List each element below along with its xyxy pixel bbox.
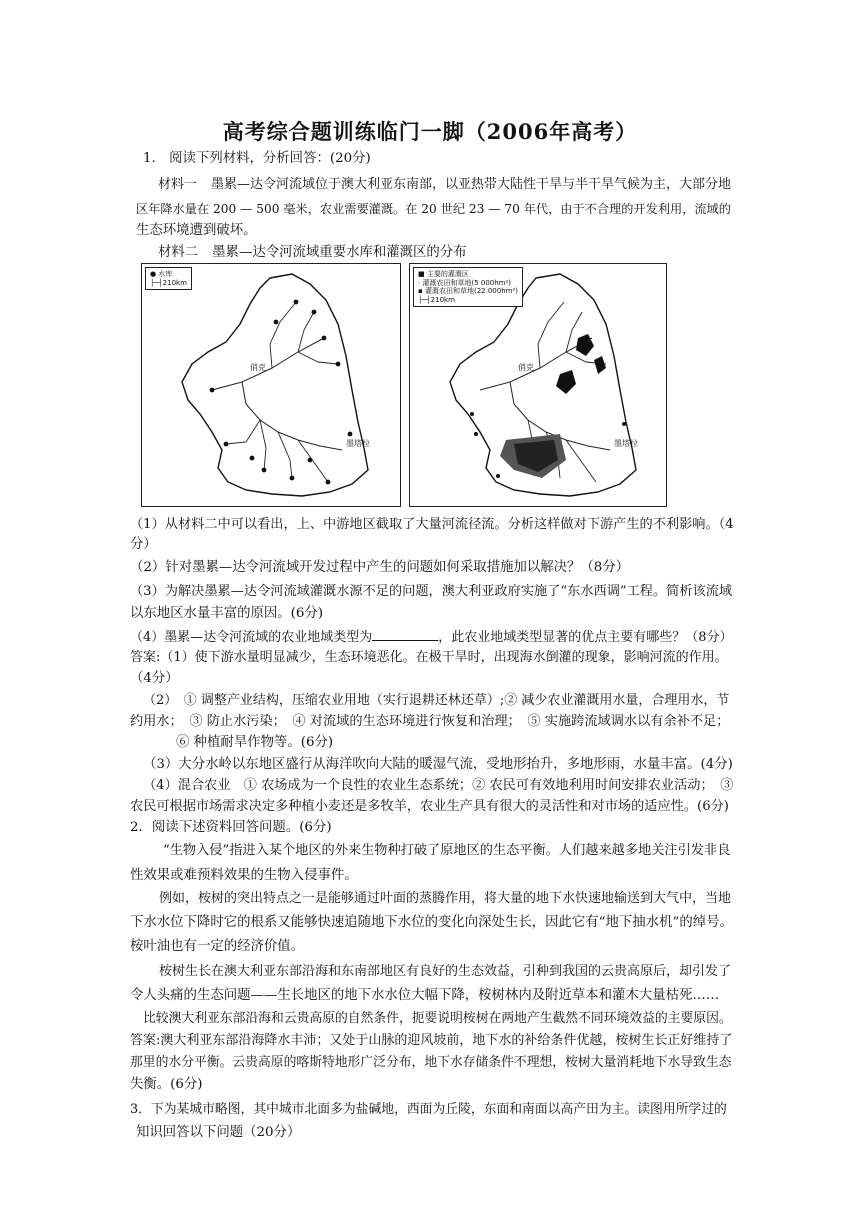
legend-irrigation-title: 主要的灌溉区 (426, 270, 469, 278)
q1-sub4 (130, 628, 733, 647)
q1-answer2-line1: （2） ① 调整产业结构，压缩农业用地（实行退耕还林还草）;② 减少农业灌溉用水量，合理用水，节 (143, 693, 730, 708)
q3-line1: 3．下为某城市略图，其中城市北面多为盐碱地，西面为丘陵，东面和南面以高产田为主。读图用所学过的 (130, 1102, 727, 1117)
q2-para1-line1: “生物入侵”指进入某个地区的外来生物种打破了原地区的生态平衡。人们越来越多地关注引发非良 (163, 843, 731, 858)
q2-para1-line2: 性效果或难预料效果的生物入侵事件。 (130, 868, 358, 883)
q1-sub2: （2）针对墨累—达令河流域开发过程中产生的问题如何采取措施加以解决？（8分） (130, 560, 630, 575)
left-map-city1: 俏克 (250, 363, 266, 372)
q2-answer-line3: 失衡。(6分) (130, 1077, 203, 1092)
q1-material2-label: 材料二 (158, 245, 199, 260)
reservoir-map-drawing (142, 264, 400, 506)
q1-answer1-line2: （4分） (130, 671, 179, 686)
q1-sub3-line2: 以东地区水量丰富的原因。(6分) (130, 606, 324, 621)
q1-heading: 1. 阅读下列材料，分析回答：(20分) (143, 151, 371, 166)
q1-answer4-line2: 农民可根据市场需求决定多种植小麦还是多牧羊，农业生产具有很大的灵活性和对市场的适应性。(6分) (130, 799, 729, 814)
q1-sub3-line1: （3）为解决墨累—达令河流域灌溉水源不足的问题，澳大利亚政府实施了“东水西调”工程。简析该流域 (130, 584, 733, 599)
q1-sub4-post: ，此农业地域类型显著的优点主要有哪些？（8分） (438, 630, 733, 645)
legend-irrigation-item1: 灌溉农田和草地(5 000hm²) (422, 278, 512, 287)
legend-reservoir-label: 水库 (158, 270, 173, 278)
right-map-city1: 俏克 (518, 363, 534, 372)
reservoir-legend: ● 水库 ├─┤210km (145, 267, 192, 290)
q1-sub4-pre: （4）墨累—达令河流域的农业地域类型为 (130, 630, 373, 645)
q1-material1-line2: 区年降水量在 200 — 500 毫米，农业需要灌溉。在 20 世纪 23 — 70 年代，由于不合理的开发利用，流域的 (136, 202, 731, 216)
irrigation-map (409, 263, 667, 507)
q2-answer-line1: 答案:澳大利亚东部沿海降水丰沛；又处于山脉的迎风坡前，地下水的补给条件优越，桉树生长正好维持了 (130, 1033, 733, 1048)
q2-para3-line1: 桉树生长在澳大利亚东部沿海和东南部地区有良好的生态效益，引种到我国的云贵高原后，却引发了 (159, 964, 732, 979)
q1-material1-line1 (158, 176, 731, 194)
q2-heading: 2．阅读下述资料回答问题。(6分) (130, 820, 332, 835)
q2-question: 比较澳大利亚东部沿海和云贵高原的自然条件，扼要说明桉树在两地产生截然不同环境效益的主要原因。 (143, 1011, 732, 1026)
legend-irrigation-item2: 灌溉农田和草地(22 000hm²) (424, 287, 519, 295)
document-title: 高考综合题训练临门一脚（2006年高考） (222, 119, 638, 144)
q1-sub1-line1: （1）从材料二中可以看出，上、中游地区截取了大量河流径流。分析这样做对下游产生的不利影响。（4 (130, 517, 734, 532)
map-figure (141, 263, 666, 508)
q2-answer-line2: 那里的水分平衡。云贵高原的喀斯特地形广泛分布，地下水存储条件不理想，桉树大量消耗地下水导致生态 (130, 1055, 732, 1070)
q2-para2-line1: 例如，桉树的突出特点之一是能够通过叶面的蒸腾作用，将大量的地下水快速地输送到大气中，当地 (159, 891, 732, 906)
q1-material1-text1: 墨累—达令河流域位于澳大利亚东南部，以亚热带大陆性干旱与半干旱气候为主，大部分地 (211, 177, 732, 192)
q1-sub1-line2: 分） (130, 537, 157, 552)
reservoir-map (141, 263, 401, 507)
left-map-scale: 210km (162, 278, 187, 287)
q2-para2-line3: 桉叶油也有一定的经济价值。 (130, 939, 305, 954)
irrigation-legend: ■ 主要的灌溉区 · 灌溉农田和草地(5 000hm²) ▪ 灌溉农田和草地(22 000hm²) ├─┤210km (413, 267, 523, 307)
right-map-scale: 210km (430, 295, 455, 304)
q1-material1-label: 材料一 (158, 177, 198, 192)
q1-material2-text: 墨累—达令河流域重要水库和灌溉区的分布 (212, 245, 467, 260)
q1-answer4-line1: （4）混合农业 ① 农场成为一个良性的农业生态系统；② 农民可有效地利用时间安排农业活动； ③ (143, 778, 734, 793)
q2-para2-line2: 下水水位下降时它的根系又能够快速追随地下水位的变化向深处生长，因此它有“地下抽水机”的绰号。 (130, 915, 733, 930)
q3-line2: 知识回答以下问题（20分） (136, 1125, 301, 1140)
q1-material1-line3: 生态环境遭到破坏。 (136, 223, 257, 238)
q1-answer2-line3: ⑥ 种植耐旱作物等。(6分) (176, 735, 334, 750)
q1-sub4-blank (372, 628, 438, 641)
q1-answer3: （3）大分水岭以东地区盛行从海洋吹向大陆的暖湿气流，受地形抬升，多地形雨，水量丰富。(4分) (143, 757, 733, 772)
right-map-city2: 墨塔拉 (614, 439, 638, 448)
q1-answer2-line2: 约用水； ③ 防止水污染； ④ 对流域的生态环境进行恢复和治理； ⑤ 实施跨流域调水以有余补不足； (130, 714, 730, 729)
left-map-city2: 墨塔拉 (346, 439, 370, 448)
q2-para3-line2: 令人头痛的生态问题——生长地区的地下水水位大幅下降，桉树林内及附近草本和灌木大量枯死…… (130, 988, 720, 1003)
q1-answer1-line1: 答案:（1）使下游水量明显减少，生态环境恶化。在极干旱时，出现海水倒灌的现象，影响河流的作用。 (130, 650, 728, 665)
q1-material2-line (158, 244, 467, 262)
